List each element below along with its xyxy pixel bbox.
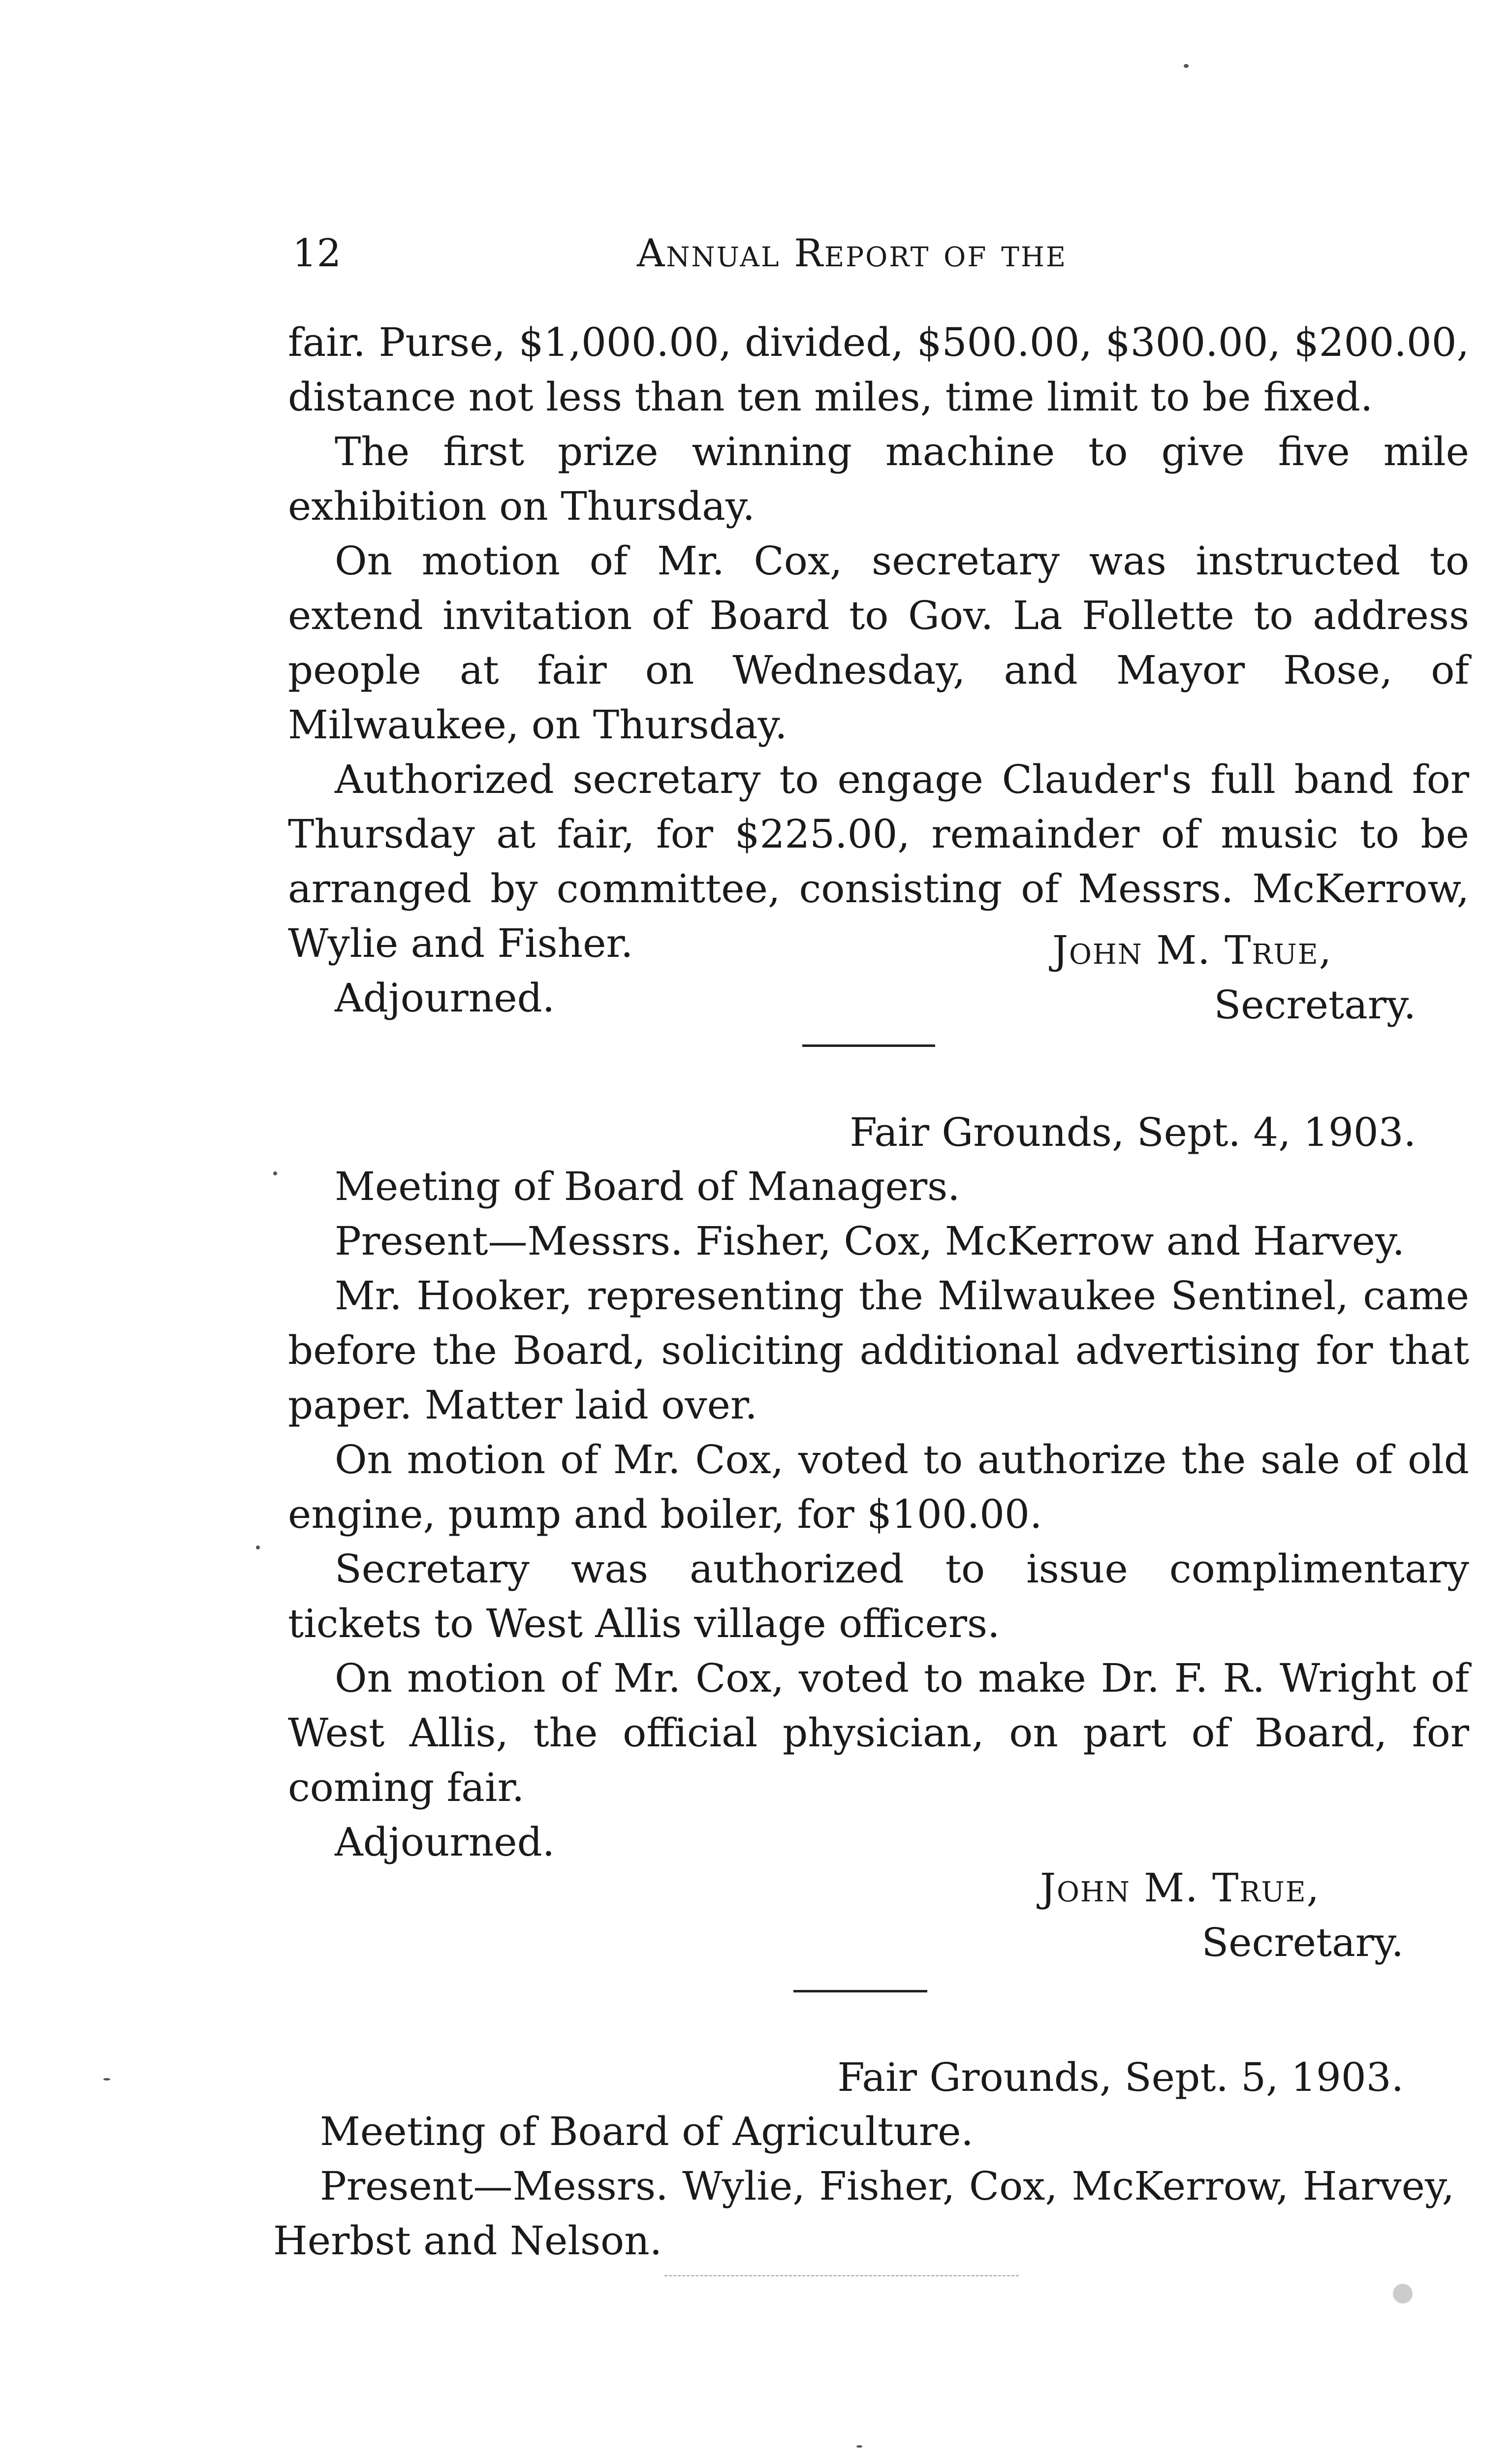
paragraph: Secretary was authorized to issue complimentary tickets to West Allis village officers. [288, 1546, 1469, 1646]
paragraph: Present—Messrs. Fisher, Cox, McKerrow and Harvey. [335, 1218, 1405, 1264]
signature-name: John M. True, [1040, 1865, 1320, 1911]
paragraph: Meeting of Board of Agriculture. [320, 2109, 974, 2154]
section-divider [793, 1990, 927, 1992]
scan-speck [856, 2445, 862, 2448]
paragraph: Adjourned. [335, 975, 555, 1021]
scan-speck [273, 1171, 277, 1175]
paragraph: Present—Messrs. Wylie, Fisher, Cox, McKerrow, Harvey, Herbst and Nelson. [273, 2163, 1454, 2264]
dateline: Fair Grounds, Sept. 5, 1903. [837, 2054, 1404, 2100]
page-number: 12 [292, 231, 342, 276]
paragraph: The first prize winning machine to give five mile exhibition on Thursday. [288, 429, 1469, 529]
paragraph: Adjourned. [335, 1819, 555, 1865]
paragraph: Mr. Hooker, representing the Milwaukee Sentinel, came before the Board, soliciting additional advertising for that paper. Matter laid over. [288, 1273, 1469, 1428]
section-1-body [288, 315, 1469, 1025]
section-divider [802, 1044, 935, 1047]
section-3-body [273, 2104, 1454, 2268]
scan-speck [103, 2078, 110, 2081]
signature-title: Secretary. [1214, 982, 1416, 1028]
paragraph: Authorized secretary to engage Clauder's full band for Thursday at fair, for $225.00, remainder of music to be arranged by committee, consisting of Messrs. McKerrow, Wylie and Fisher. [288, 757, 1469, 966]
dateline: Fair Grounds, Sept. 4, 1903. [850, 1109, 1416, 1155]
paragraph: On motion of Mr. Cox, voted to make Dr. F. R. Wright of West Allis, the official physician, on part of Board, for coming fair. [288, 1655, 1469, 1810]
scan-speck [256, 1546, 260, 1549]
signature-title: Secretary. [1201, 1920, 1404, 1965]
signature-name: John M. True, [1052, 927, 1332, 973]
paragraph: fair. Purse, $1,000.00, divided, $500.00, $300.00, $200.00, distance not less than ten miles, time limit to be fixed. [288, 319, 1469, 420]
signature-block-2 [1040, 1861, 1404, 1970]
signature-block-1 [1052, 923, 1416, 1032]
scan-speck [1184, 64, 1189, 68]
paragraph: On motion of Mr. Cox, voted to authorize the sale of old engine, pump and boiler, for $100.00. [288, 1437, 1469, 1537]
section-2-body [288, 1159, 1469, 1869]
running-head [292, 224, 1461, 283]
scan-speck [1393, 2284, 1413, 2303]
paragraph: On motion of Mr. Cox, secretary was instructed to extend invitation of Board to Gov. La Follette to address people at fair on Wednesday, and Mayor Rose, of Milwaukee, on Thursday. [288, 538, 1469, 748]
paragraph: Meeting of Board of Managers. [335, 1164, 960, 1209]
scan-artifact [664, 2275, 1019, 2276]
running-title: Annual Report of the [637, 231, 1068, 276]
